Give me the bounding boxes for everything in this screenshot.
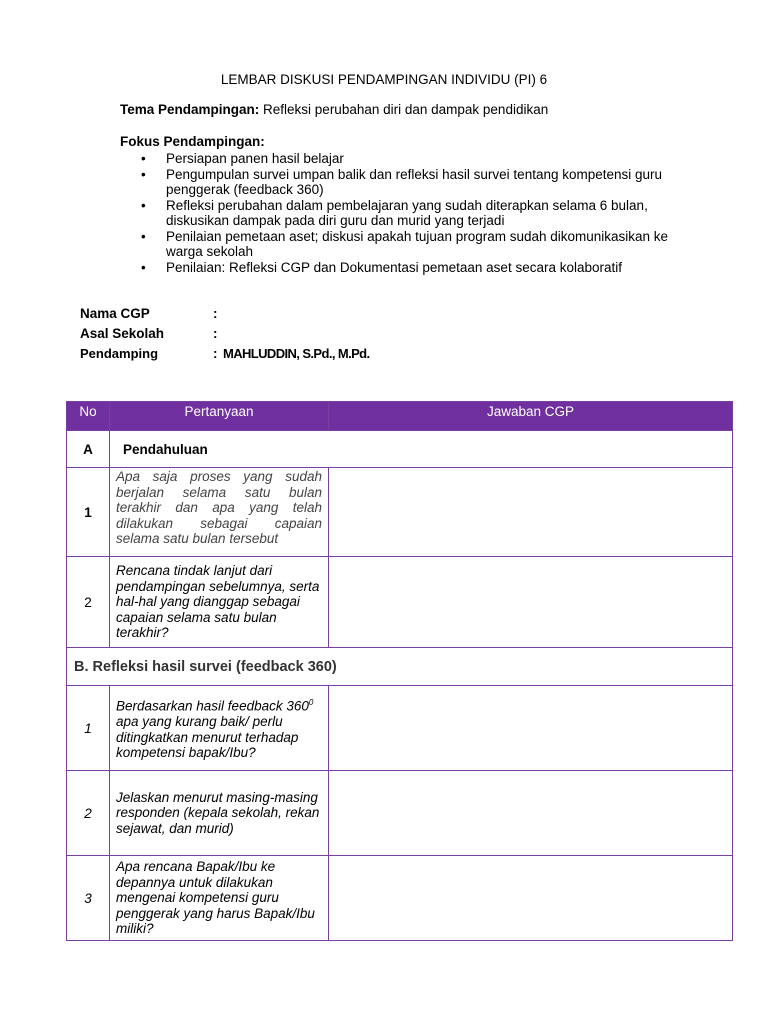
asal-sekolah-row: Asal Sekolah : [80,326,218,341]
section-a-no: A [67,431,110,468]
question-text: Berdasarkan hasil feedback $360^0$ apa yang kurang baik/ perlu ditingkatkan menurut terhadap kompetensi bapak/Ibu? [116,698,314,761]
section-b-row [67,648,733,686]
row-no: 2 [67,557,110,648]
table-row [67,557,733,648]
tema-value: Refleksi perubahan diri dan dampak pendidikan [259,102,549,117]
answer-cell[interactable] [329,771,733,856]
header-jawaban: Jawaban CGP [329,402,733,431]
fokus-list [120,151,700,275]
question-text: Apa rencana Bapak/Ibu ke depannya untuk dilakukan mengenai kompetensi guru penggerak yang harus Bapak/Ibu miliki? [116,859,315,937]
row-no: 2 [67,771,110,856]
answer-cell[interactable] [329,856,733,941]
nama-cgp-row: Nama CGP : [80,306,218,321]
bullet-icon: • [141,166,146,182]
bullet-icon: • [141,228,146,244]
row-no: 1 [67,686,110,771]
question-text: Jelaskan menurut masing-masing responden (kepala sekolah, rekan sejawat, dan murid) [116,789,320,836]
pendamping-row: Pendamping : MAHLUDDIN, S.Pd., M.Pd. [80,346,370,361]
discussion-table [66,401,733,941]
answer-cell[interactable] [329,557,733,648]
fokus-item: • Persiapan panen hasil belajar [141,151,344,166]
tema-label: Tema Pendampingan: [120,102,260,117]
nama-cgp-label: Nama CGP [80,306,150,321]
fokus-label: Fokus Pendampingan: [120,134,265,149]
table-header-row [67,402,733,431]
answer-cell[interactable] [329,468,733,557]
bullet-icon: • [141,151,146,166]
header-pertanyaan: Pertanyaan [110,402,329,431]
fokus-item: • Refleksi perubahan dalam pembelajaran yang sudah diterapkan selama 6 bulan, diskusikan dampak pada diri guru dan murid yang terjadi [141,197,648,228]
tema-line [120,102,548,117]
table-row [67,856,733,941]
question-text: Apa saja proses yang sudah berjalan selama satu bulan terakhir dan apa yang telah dilakukan sebagai capaian selama satu bulan tersebut [116,469,322,546]
bullet-icon: • [141,197,146,213]
bullet-icon: • [141,259,146,275]
document-title: LEMBAR DISKUSI PENDAMPINGAN INDIVIDU (PI) 6 [220,72,548,87]
fokus-item: • Penilaian pemetaan aset; diskusi apakah tujuan program sudah dikomunikasikan ke warga sekolah [141,228,669,259]
pendamping-value: MAHLUDDIN, S.Pd., M.Pd. [223,346,370,361]
section-b-label: B. Refleksi hasil survei (feedback 360) [67,648,733,686]
row-no: 3 [67,856,110,941]
header-no: No [67,402,110,431]
section-a-row [67,431,733,468]
table-row [67,771,733,856]
section-a-label: Pendahuluan [110,431,733,468]
answer-cell[interactable] [329,686,733,771]
fokus-item: • Pengumpulan survei umpan balik dan refleksi hasil survei tentang kompetensi guru penggerak (feedback 360) [141,166,663,197]
pendamping-label: Pendamping [80,346,159,361]
table-row [67,468,733,557]
table-row [67,686,733,771]
row-no: 1 [67,468,110,557]
fokus-item: • Penilaian: Refleksi CGP dan Dokumentasi pemetaan aset secara kolaboratif [141,259,623,275]
asal-sekolah-label: Asal Sekolah [80,326,165,341]
question-text: Rencana tindak lanjut dari pendampingan sebelumnya, serta hal-hal yang dianggap sebagai capaian selama satu bulan terakhir? [116,563,320,641]
